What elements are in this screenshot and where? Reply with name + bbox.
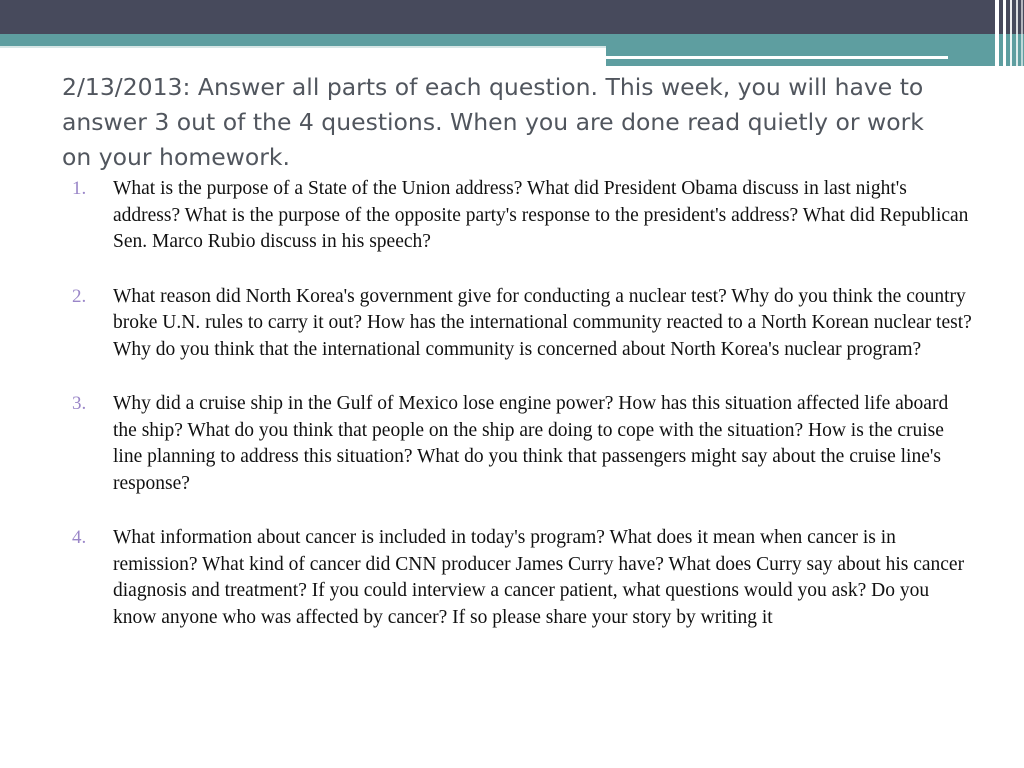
decorative-stripe [1003,0,1006,66]
decorative-stripe [995,0,999,66]
question-number: 3. [72,393,87,414]
question-text: What is the purpose of a State of the Union address? What did President Obama discuss in last night's address? What is the purpose of the opposite party's response to the president's address? What did Republican Sen. Marco Rubio discuss in his speech? [113,178,969,252]
question-item [62,391,972,497]
accent-line [0,46,606,48]
decorative-stripe [1010,0,1012,66]
question-number: 2. [72,285,87,307]
accent-tab-line [606,56,948,59]
question-number: 1. [72,178,87,199]
header-bar [0,0,1024,34]
question-item [62,525,972,631]
question-text: What information about cancer is included in today's program? What does it mean when cancer is in remission? What kind of cancer did CNN producer James Curry have? What does Curry say about his cancer diagnosis and treatment? If you could interview a cancer patient, what questions would you ask? Do you know anyone who was affected by cancer? If so please share your story by writing it [113,527,965,628]
question-item [62,176,972,256]
decorative-stripe [1016,0,1018,66]
question-text: Why did a cruise ship in the Gulf of Mexico lose engine power? How has this situation affected life aboard the ship? What do you think that people on the ship are doing to cope with the situation? How is the cruise line planning to address this situation? What do you think that passengers might say about the cruise line's response? [113,393,949,494]
slide-title: 2/13/2013: Answer all parts of each question. This week, you will have to answer 3 out of the 4 questions. When you are done read quietly or work on your homework. [62,73,924,171]
question-list [62,176,972,659]
question-number: 4. [72,527,87,548]
accent-band [0,34,1024,46]
question-text: What reason did North Korea's government give for conducting a nuclear test? Why do you think the country broke U.N. rules to carry it out? How has the international community reacted to a North Korean nuclear test? Why do you think that the international community is concerned about North Korea's nuclear program? [113,285,972,360]
decorative-stripe [1021,0,1023,66]
question-item [62,284,972,364]
